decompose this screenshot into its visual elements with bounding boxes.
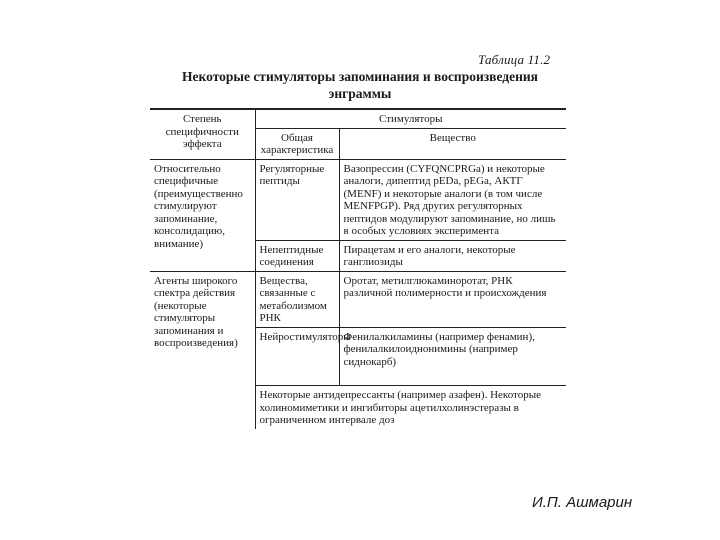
table-title: Некоторые стимуляторы запоминания и воспроизведения энграммы [182, 69, 538, 101]
row-general: Непептидные соединения [255, 240, 339, 271]
row-footer: Некоторые антидепрессанты (например азафен). Некоторые холиномиметики и ингибиторы ацетилхолинэстеразы в ограниченном интервале доз [255, 386, 566, 429]
row-substance: Вазопрессин (CYFQNCPRGa) и некоторые аналоги, дипептид pEDa, pEGa, АКТГ (MENF) и некоторые аналоги (в том числе MENFPGP). Ряд других регуляторных пептидов модулируют запоминание, но лишь в особых условиях эксперимента [339, 159, 566, 240]
header-row [150, 109, 566, 128]
spacer-cell [255, 370, 339, 386]
row-general: Вещества, связанные с метаболизмом РНК [255, 271, 339, 327]
header-general: Общая характеристика [255, 128, 339, 159]
header-specificity: Степень специфичности эффекта [150, 109, 255, 159]
stimulators-table [150, 108, 566, 429]
header-stimulators: Стимуляторы [255, 109, 566, 128]
table-row [150, 271, 566, 327]
row-substance: Фенилалкиламины (например фенамин), фенилалкилоиднонимины (например сиднокарб) [339, 327, 566, 370]
author-signature: И.П. Ашмарин [532, 494, 633, 511]
group-specificity: Относительно специфичные (преимущественно стимулируют запоминание, консолидацию, внимание) [154, 162, 243, 250]
group-specificity: Агенты широкого спектра действия (некоторые стимуляторы запоминания и воспроизведения) [150, 271, 255, 429]
header-substance: Вещество [339, 128, 566, 159]
table-row [150, 159, 566, 240]
spacer-cell [339, 370, 566, 386]
table-caption: Таблица 11.2 [478, 52, 551, 67]
row-substance: Пирацетам и его аналоги, некоторые ганглиозиды [339, 240, 566, 271]
row-general: Регуляторные пептиды [255, 159, 339, 240]
row-general: Нейростимуляторы [255, 327, 339, 370]
row-substance: Оротат, метилглюкаминоротат, РНК различной полимерности и происхождения [339, 271, 566, 327]
